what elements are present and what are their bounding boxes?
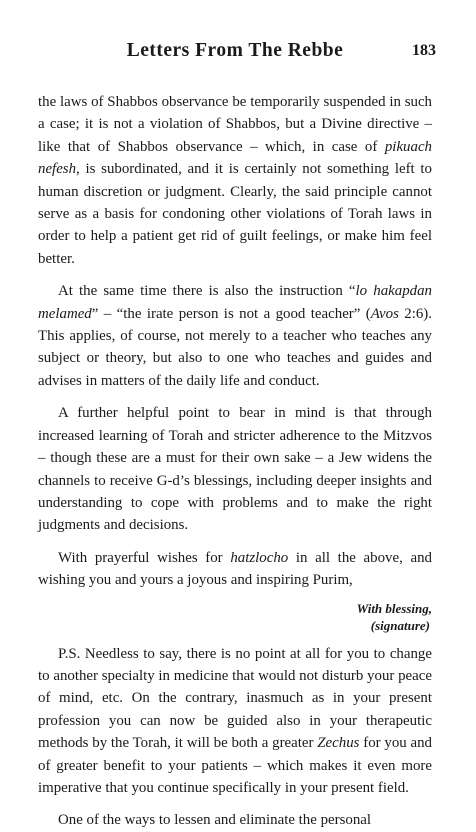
closing-block (38, 600, 432, 634)
paragraph-text: , is subordinated, and it is certainly not something left to human discretion or judgment. Clearly, the said principle cannot serve as a basis for condoning other violations of Torah laws in order to help a patient get rid of guilt feelings, or make him feel better. (38, 161, 432, 267)
hebrew-term: pikuach nefesh (38, 138, 432, 178)
paragraph-text: for you and of greater benefit to your patients – which makes it even more imperative that you continue specifically in your present field. (38, 735, 433, 796)
paragraph-2 (38, 280, 432, 392)
letter-body (38, 91, 432, 832)
hebrew-term: hatzlocho (230, 549, 289, 566)
hebrew-term: Zechus (317, 735, 360, 752)
hebrew-term: lo hakapdan melamed (38, 283, 432, 322)
paragraph-text: the laws of Shabbos observance be temporarily suspended in such a case; it is not a violation of Shabbos, but a Divine directive – like that of Shabbos observance – which, in case of (38, 94, 432, 155)
paragraph-text: ” – “the irate person is not a good teacher” ( (91, 305, 371, 322)
paragraph-text: P.S. Needless to say, there is no point at all for you to change to another specialty in medicine that would not disturb your peace of mind, etc. On the contrary, inasmuch as in your present profession you can now be guided also in your therapeutic methods by the Torah, it will be both a greater (38, 645, 432, 752)
paragraph-6: One of the ways to lessen and eliminate the personal (58, 812, 372, 829)
paragraph-3: A further helpful point to bear in mind is that through increased learning of Torah and stricter adherence to the Mitzvos – though these are a must for their own sake – a Jew widens the channels to receive G-d’s blessings, including deeper insights and understanding to cope with problems and to make the right judgments and decisions. (38, 405, 432, 534)
paragraph-4 (38, 547, 432, 592)
source-citation: Avos (370, 305, 399, 322)
paragraph-text: 2:6). This applies, of course, not merely to a teacher who teaches any subject or theory, but also to one who teaches and guides and advises in matters of the daily life and conduct. (38, 305, 432, 389)
running-head-title: Letters From The Rebbe (126, 40, 344, 61)
paragraph-1 (38, 91, 432, 270)
closing-salutation: With blessing, (356, 600, 432, 616)
page-number: 183 (412, 42, 436, 59)
paragraph-text: At the same time there is also the instruction “ (58, 283, 356, 300)
paragraph-text: With prayerful wishes for (58, 549, 231, 566)
signature-placeholder: (signature) (370, 617, 430, 633)
paragraph-text: in all the above, and wishing you and yours a joyous and inspiring Purim, (38, 549, 432, 589)
postscript (38, 643, 432, 800)
